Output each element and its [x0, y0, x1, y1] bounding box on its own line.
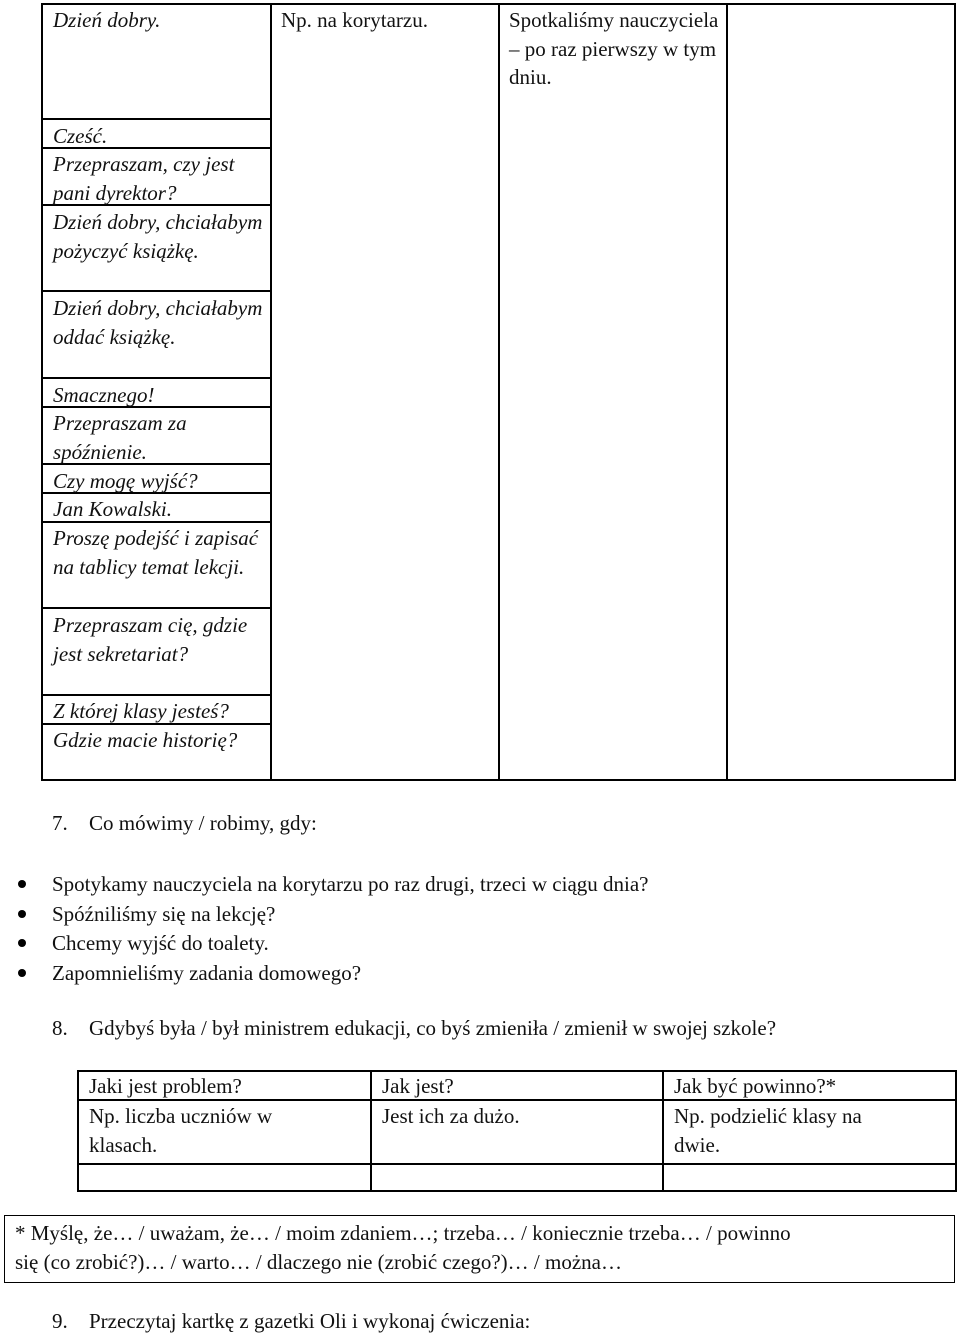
phrases-table — [41, 3, 956, 780]
phrase-item: Dzień dobry, chciałabym pożyczyć książkę. — [53, 210, 263, 263]
list-item: Zapomnieliśmy zadania domowego? — [0, 959, 960, 989]
column-header: Jaki jest problem? — [89, 1074, 242, 1098]
section-9-heading: 9. Przeczytaj kartkę z gazetki Oli i wykonaj ćwiczenia: — [52, 1309, 531, 1333]
section-7-heading: 7. Co mówimy / robimy, gdy: — [52, 811, 317, 835]
phrase-item: Proszę podejść i zapisać na tablicy temat lekcji. — [53, 526, 259, 579]
phrase-item: Przepraszam cię, gdzie jest sekretariat? — [53, 613, 248, 666]
bullet-icon — [18, 939, 26, 947]
situations-list — [0, 870, 960, 988]
table-cell: Np. liczba uczniów w klasach. — [89, 1104, 273, 1157]
list-item: Spóźniliśmy się na lekcję? — [0, 900, 960, 930]
phrase-item: Gdzie macie historię? — [53, 728, 238, 752]
list-item: Chcemy wyjść do toalety. — [0, 929, 960, 959]
phrase-item: Z której klasy jesteś? — [53, 699, 229, 723]
phrase-item: Przepraszam za spóźnienie. — [53, 411, 187, 464]
situation-example: Spotkaliśmy nauczyciela – po raz pierwszy w tym dniu. — [509, 8, 719, 90]
phrase-item: Czy mogę wyjść? — [53, 469, 198, 493]
column-header: Jak jest? — [382, 1074, 454, 1098]
phrase-item: Cześć. — [53, 124, 108, 148]
ministry-table — [77, 1070, 957, 1192]
bullet-icon — [18, 969, 26, 977]
list-item: Spotykamy nauczyciela na korytarzu po raz drugi, trzeci w ciągu dnia? — [0, 870, 960, 900]
table-cell: Np. podzielić klasy na dwie. — [674, 1104, 862, 1157]
table-cell: Jest ich za dużo. — [382, 1104, 520, 1128]
phrases-hint-box — [4, 1215, 955, 1283]
section-8-heading: 8. Gdybyś była / był ministrem edukacji, co byś zmieniła / zmienił w swojej szkole? — [52, 1016, 777, 1040]
phrase-item: Smacznego! — [53, 383, 155, 407]
hint-line: * Myślę, że… / uważam, że… / moim zdaniem…; trzeba… / koniecznie trzeba… / powinno — [15, 1221, 791, 1245]
phrase-item: Dzień dobry, chciałabym oddać książkę. — [53, 296, 263, 349]
place-example: Np. na korytarzu. — [281, 8, 428, 32]
column-header: Jak być powinno?* — [674, 1074, 837, 1098]
phrase-item: Jan Kowalski. — [53, 497, 172, 521]
phrase-item: Przepraszam, czy jest pani dyrektor? — [53, 152, 235, 205]
bullet-icon — [18, 910, 26, 918]
bullet-icon — [18, 880, 26, 888]
hint-line: się (co zrobić?)… / warto… / dlaczego nie (zrobić czego?)… / można… — [15, 1250, 622, 1274]
phrase-item: Dzień dobry. — [53, 8, 161, 32]
